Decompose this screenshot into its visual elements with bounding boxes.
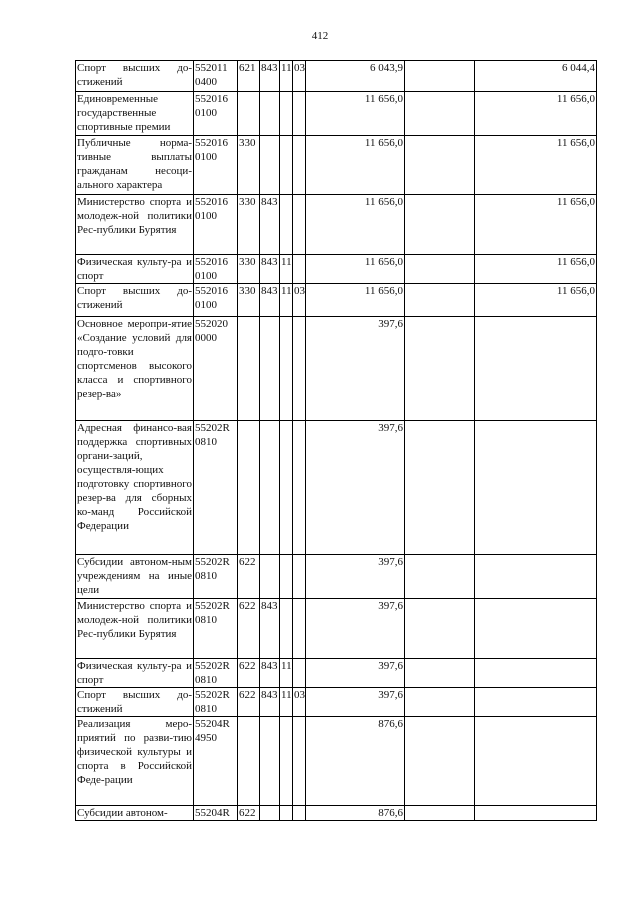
row-code-line1: 552011 [195, 62, 228, 74]
row-code-line2: 0100 [195, 299, 217, 311]
row-code-line1: 55202R [195, 422, 230, 434]
row-sum1-cell: 876,6 [306, 806, 405, 821]
row-pr-cell: 03 [293, 61, 306, 92]
row-vr-cell [238, 717, 260, 806]
row-sum2-cell [405, 195, 475, 255]
table-row [76, 421, 597, 555]
row-name-cell: Субсидии автоном-ным учреждениям на иные цели [76, 555, 194, 599]
row-sum1-cell: 11 656,0 [306, 136, 405, 195]
row-sum1-cell: 397,6 [306, 421, 405, 555]
row-vr-cell: 621 [238, 61, 260, 92]
row-sum2-cell [405, 659, 475, 688]
row-code-cell [194, 195, 238, 255]
row-pr-cell: 03 [293, 284, 306, 317]
row-sum2-cell [405, 284, 475, 317]
row-sum3-cell [475, 317, 597, 421]
row-sum1-cell: 397,6 [306, 317, 405, 421]
row-pr-cell [293, 659, 306, 688]
row-pr-cell [293, 555, 306, 599]
row-sum1-cell: 397,6 [306, 555, 405, 599]
row-code-cell [194, 717, 238, 806]
row-vr-cell: 622 [238, 599, 260, 659]
row-code-cell [194, 284, 238, 317]
table-row [76, 555, 597, 599]
row-name-cell: Физическая культу-ра и спорт [77, 660, 192, 686]
row-name-cell: Министерство спорта и молодеж-ной политики Рес-публики Бурятия [76, 599, 194, 659]
row-pr-cell [293, 717, 306, 806]
table-row [76, 806, 597, 821]
row-code-line2: 0810 [195, 703, 217, 715]
row-code-line1: 552016 [195, 196, 228, 208]
row-sum1-cell: 11 656,0 [306, 92, 405, 136]
row-rz-cell [280, 555, 293, 599]
row-name-cell: Основное меропри-ятие «Создание условий для подго-товки спортсменов высокого класса и спортивного резер-ва» [76, 317, 194, 421]
row-code-cell [194, 61, 238, 92]
row-grbs-cell: 843 [260, 688, 280, 717]
row-pr-cell [293, 317, 306, 421]
row-name-cell: Адресная финансо-вая поддержка спортивных органи-заций, осуществля-ющих подготовку спортивного резер-ва для сборных ко-манд Российской Федерации [76, 421, 194, 555]
row-pr-cell [293, 195, 306, 255]
row-sum3-cell [475, 806, 597, 821]
row-grbs-cell: 843 [260, 599, 280, 659]
row-sum2-cell [405, 555, 475, 599]
row-grbs-cell [260, 92, 280, 136]
table-body [76, 61, 597, 821]
row-rz-cell [280, 806, 293, 821]
row-code-cell [194, 659, 238, 688]
row-sum2-cell [405, 92, 475, 136]
table-row [76, 136, 597, 195]
row-sum3-cell: 11 656,0 [475, 136, 597, 195]
table-row [76, 317, 597, 421]
row-sum1-cell: 397,6 [306, 599, 405, 659]
row-rz-cell: 11 [280, 688, 293, 717]
row-vr-cell: 330 [238, 255, 260, 284]
row-sum1-cell: 11 656,0 [306, 195, 405, 255]
row-rz-cell: 11 [280, 284, 293, 317]
row-sum1-cell: 397,6 [306, 688, 405, 717]
row-pr-cell [293, 421, 306, 555]
row-sum3-cell: 11 656,0 [475, 255, 597, 284]
row-sum2-cell [405, 317, 475, 421]
row-code-cell [194, 599, 238, 659]
row-code-cell [194, 421, 238, 555]
row-sum3-cell: 11 656,0 [475, 195, 597, 255]
row-sum3-cell [475, 555, 597, 599]
row-code-cell [194, 92, 238, 136]
row-grbs-cell [260, 717, 280, 806]
budget-table [75, 60, 597, 821]
row-code-line1: 552016 [195, 285, 228, 297]
row-sum1-cell: 11 656,0 [306, 284, 405, 317]
row-rz-cell: 11 [280, 255, 293, 284]
row-rz-cell: 11 [280, 61, 293, 92]
row-sum2-cell [405, 688, 475, 717]
row-code-line2: 0810 [195, 436, 217, 448]
row-grbs-cell [260, 806, 280, 821]
table-row [76, 61, 597, 92]
row-rz-cell [280, 136, 293, 195]
row-grbs-cell: 843 [260, 195, 280, 255]
row-code-line1: 552016 [195, 93, 228, 105]
row-vr-cell: 622 [238, 555, 260, 599]
row-pr-cell [293, 92, 306, 136]
row-sum2-cell [405, 717, 475, 806]
row-grbs-cell [260, 421, 280, 555]
row-sum3-cell [475, 659, 597, 688]
row-sum3-cell: 11 656,0 [475, 92, 597, 136]
row-pr-cell [293, 136, 306, 195]
row-rz-cell [280, 717, 293, 806]
row-code-line1: 552016 [195, 137, 228, 149]
row-name-cell: Спорт высших до-стижений [77, 689, 192, 715]
row-grbs-cell: 843 [260, 61, 280, 92]
row-rz-cell [280, 317, 293, 421]
table-row [76, 255, 597, 284]
row-pr-cell [293, 806, 306, 821]
row-rz-cell [280, 599, 293, 659]
row-code-line2: 0100 [195, 270, 217, 282]
row-code-cell [194, 255, 238, 284]
row-code-line1: 55204R [195, 807, 230, 819]
row-vr-cell: 622 [238, 806, 260, 821]
row-name-cell: Министерство спорта и молодеж-ной политики Рес-публики Бурятия [76, 195, 194, 255]
row-code-cell [194, 317, 238, 421]
row-code-line2: 0400 [195, 76, 217, 88]
row-sum1-cell: 876,6 [306, 717, 405, 806]
row-grbs-cell [260, 317, 280, 421]
table-row [76, 599, 597, 659]
row-code-cell [194, 688, 238, 717]
row-grbs-cell [260, 555, 280, 599]
row-name-cell: Спорт высших до-стижений [76, 61, 194, 92]
table-row [76, 717, 597, 806]
row-code-line2: 0810 [195, 614, 217, 626]
row-code-cell [194, 555, 238, 599]
row-sum3-cell [475, 688, 597, 717]
row-code-line2: 0100 [195, 107, 217, 119]
row-vr-cell [238, 421, 260, 555]
row-code-line2: 0100 [195, 151, 217, 163]
row-vr-cell: 330 [238, 195, 260, 255]
row-code-line1: 55202R [195, 556, 230, 568]
row-grbs-cell: 843 [260, 284, 280, 317]
row-sum2-cell [405, 61, 475, 92]
row-code-line2: 0100 [195, 210, 217, 222]
row-vr-cell [238, 317, 260, 421]
table-row [76, 92, 597, 136]
row-sum2-cell [405, 806, 475, 821]
row-name-cell: Публичные норма-тивные выплаты гражданам несоци-ального характера [76, 136, 194, 195]
row-grbs-cell [260, 136, 280, 195]
row-grbs-cell: 843 [260, 659, 280, 688]
row-code-cell [194, 136, 238, 195]
table-row [76, 688, 597, 717]
row-sum2-cell [405, 599, 475, 659]
row-sum1-cell: 6 043,9 [306, 61, 405, 92]
row-sum3-cell [475, 599, 597, 659]
row-vr-cell: 622 [238, 688, 260, 717]
row-pr-cell [293, 255, 306, 284]
row-sum3-cell [475, 717, 597, 806]
table-row [76, 195, 597, 255]
row-pr-cell [293, 599, 306, 659]
row-name-cell: Физическая культу-ра и спорт [77, 256, 192, 282]
row-sum2-cell [405, 421, 475, 555]
row-code-cell [194, 806, 238, 821]
row-vr-cell: 330 [238, 136, 260, 195]
row-name-cell: Реализация меро-приятий по разви-тию физической культуры и спорта в Российской Феде-рации [76, 717, 194, 806]
row-code-line1: 55204R [195, 718, 230, 730]
row-code-line1: 552016 [195, 256, 228, 268]
page-number: 412 [311, 30, 329, 42]
row-code-line2: 0000 [195, 332, 217, 344]
row-sum3-cell [475, 421, 597, 555]
row-sum2-cell [405, 136, 475, 195]
row-code-line1: 55202R [195, 600, 230, 612]
row-rz-cell: 11 [280, 659, 293, 688]
row-name-cell: Субсидии автоном- [76, 806, 194, 821]
row-vr-cell: 330 [238, 284, 260, 317]
row-rz-cell [280, 195, 293, 255]
row-sum1-cell: 11 656,0 [306, 255, 405, 284]
row-name-cell: Спорт высших до-стижений [76, 284, 194, 317]
row-code-line1: 55202R [195, 689, 230, 701]
row-code-line2: 0810 [195, 674, 217, 686]
table-row [76, 284, 597, 317]
row-vr-cell [238, 92, 260, 136]
row-name-cell: Единовременные государственные спортивные премии [76, 92, 194, 136]
row-code-line1: 55202R [195, 660, 230, 672]
row-grbs-cell: 843 [260, 255, 280, 284]
row-rz-cell [280, 421, 293, 555]
row-sum3-cell: 6 044,4 [475, 61, 597, 92]
row-rz-cell [280, 92, 293, 136]
table-row [76, 659, 597, 688]
row-code-line2: 0810 [195, 570, 217, 582]
row-vr-cell: 622 [238, 659, 260, 688]
row-sum2-cell [405, 255, 475, 284]
row-sum3-cell: 11 656,0 [475, 284, 597, 317]
row-code-line2: 4950 [195, 732, 217, 744]
row-code-line1: 552020 [195, 318, 228, 330]
row-pr-cell: 03 [293, 688, 306, 717]
row-sum1-cell: 397,6 [306, 659, 405, 688]
